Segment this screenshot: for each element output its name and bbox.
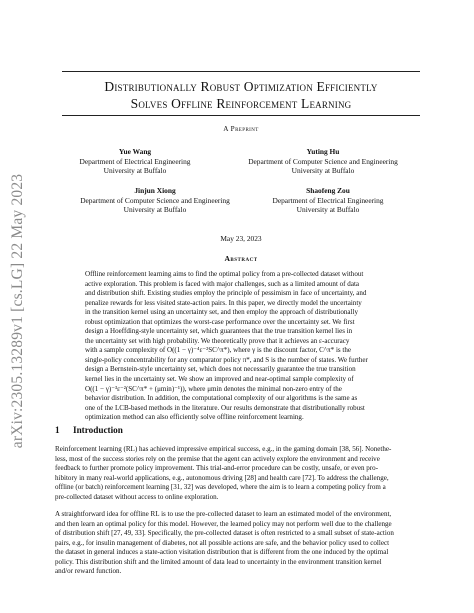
author-dept: Department of Computer Science and Engineering (248, 156, 398, 166)
abstract-line: design a Hoeffding-style uncertainty set, which guarantees that the true transition kernel lies in (85, 327, 353, 336)
paragraph-line: and/or reward function. (55, 567, 122, 576)
author-block-4 (248, 186, 408, 215)
paragraph-line: hibitory in many real-world applications, e.g., autonomous driving [28] and health care [72]. To address the challenge, (55, 473, 389, 482)
abstract-line: robust optimization that optimizes the worst-case performance over the uncertainty set. We first (85, 317, 355, 326)
abstract-line: kernel lies in the uncertainty set. We show an improved and near-optimal sample complexity of (85, 375, 354, 384)
author-affil: University at Buffalo (123, 205, 187, 215)
intro-paragraph-1 (55, 445, 427, 502)
section-title: Introduction (73, 425, 123, 435)
author-dept: Department of Computer Science and Engineering (80, 195, 230, 205)
title-line-2: Solves Offline Reinforcement Learning (130, 96, 352, 111)
author-dept: Department of Electrical Engineering (79, 156, 191, 166)
abstract-line: design a Bernstein-style uncertainty set, which does not necessarily guarantee the true transition (85, 365, 356, 374)
abstract-line: with a sample complexity of O((1 − γ)⁻⁴ε⁻²SC^π*), where γ is the discount factor, C^π* is the (85, 346, 352, 355)
paragraph-line: Reinforcement learning (RL) has achieved impressive empirical success, e.g., in the gaming domain [38, 56]. Nonethe- (55, 445, 392, 453)
author-name: Yuting Hu (306, 147, 340, 156)
section-number: 1 (55, 425, 60, 435)
abstract-line: in the transition kernel using an uncertainty set, and then employ the approach of distributionally (85, 308, 358, 317)
abstract-line: the uncertainty set with high probability. We theoretically prove that it achieves an ε-accuracy (85, 336, 350, 345)
title-line-1: Distributionally Robust Optimization Efficiently (104, 79, 378, 94)
paragraph-line: offline (or batch) reinforcement learning [31, 32] was developed, where the aim is to learn a competing policy from a (55, 483, 386, 492)
abstract-line: one of the LCB-based methods in the literature. Our results demonstrate that distributionally robust (85, 403, 365, 412)
paragraph-line: pairs, e.g., for insulin management of diabetes, not all possible actions are safe, and the behavior policy used to collect (55, 538, 390, 547)
abstract-line: and distribution shift. Existing studies employ the principle of pessimism in face of uncertainty, and (85, 289, 367, 298)
title-top-rule (62, 71, 420, 72)
paragraph-line: less, most of the success stories rely on the premise that the agent can actively explore the environment and receive (55, 454, 380, 463)
section-heading-introduction (55, 425, 123, 435)
author-dept: Department of Electrical Engineering (272, 195, 384, 205)
author-block-3 (60, 186, 250, 215)
abstract-heading: Abstract (224, 254, 258, 263)
author-affil: University at Buffalo (296, 205, 360, 215)
abstract-line: O((1 − γ)⁻³ε⁻²(SC^π* + (μmin)⁻¹)), where μmin denotes the minimal non-zero entry of the (85, 384, 342, 393)
paragraph-line: and then learn an optimal policy for this model. However, the learned policy may not perform well due to the challenge (55, 519, 392, 528)
intro-paragraph-2 (55, 510, 427, 577)
abstract-line: single-policy concentrability for any comparator policy π*, and S is the number of states. We further (85, 355, 368, 364)
paragraph-line: pre-collected dataset without access to online exploration. (55, 492, 219, 501)
arxiv-stamp: arXiv:2305.13289v1 [cs.LG] 22 May 2023 (9, 173, 26, 449)
paragraph-line: feedback to further promote policy improvement. This trial-and-error procedure can be costly, unsafe, or even pro- (55, 464, 379, 473)
author-block-2 (228, 147, 418, 176)
paragraph-line: of distribution shift [27, 49, 33]. Specifically, the pre-collected dataset is often restricted to a small subset of state-action (55, 529, 394, 538)
paragraph-line: the dataset in general induces a state-action visitation distribution that is different from the one induced by the optimal (55, 548, 389, 557)
author-name: Jinjun Xiong (134, 186, 176, 195)
author-name: Shaofeng Zou (306, 186, 350, 195)
paragraph-line: policy. This distribution shift and the limited amount of data lead to uncertainty in the environment transition kernel (55, 557, 382, 566)
author-block-1 (60, 147, 210, 176)
paper-title (55, 78, 427, 112)
title-bottom-rule (62, 115, 420, 116)
abstract-line: behavior distribution. In addition, the computational complexity of our algorithms is the same as (85, 394, 358, 403)
paragraph-line: A straightforward idea for offline RL is to use the pre-collected dataset to learn an estimated model of the environment, (55, 510, 392, 518)
author-affil: University at Buffalo (103, 166, 167, 176)
author-name: Yue Wang (118, 147, 152, 156)
author-affil: University at Buffalo (291, 166, 355, 176)
abstract-line: optimization method can also efficiently solve offline reinforcement learning. (85, 413, 304, 422)
abstract-line: Offline reinforcement learning aims to find the optimal policy from a pre-collected dataset without (85, 270, 364, 278)
abstract-line: active exploration. This problem is faced with major challenges, such as a limited amount of data (85, 279, 360, 288)
preprint-label: A Preprint (223, 125, 259, 133)
abstract-line: penalize rewards for less visited state-action pairs. In this paper, we directly model the uncertainty (85, 298, 362, 307)
paper-date: May 23, 2023 (220, 234, 262, 243)
abstract-body (85, 270, 401, 423)
